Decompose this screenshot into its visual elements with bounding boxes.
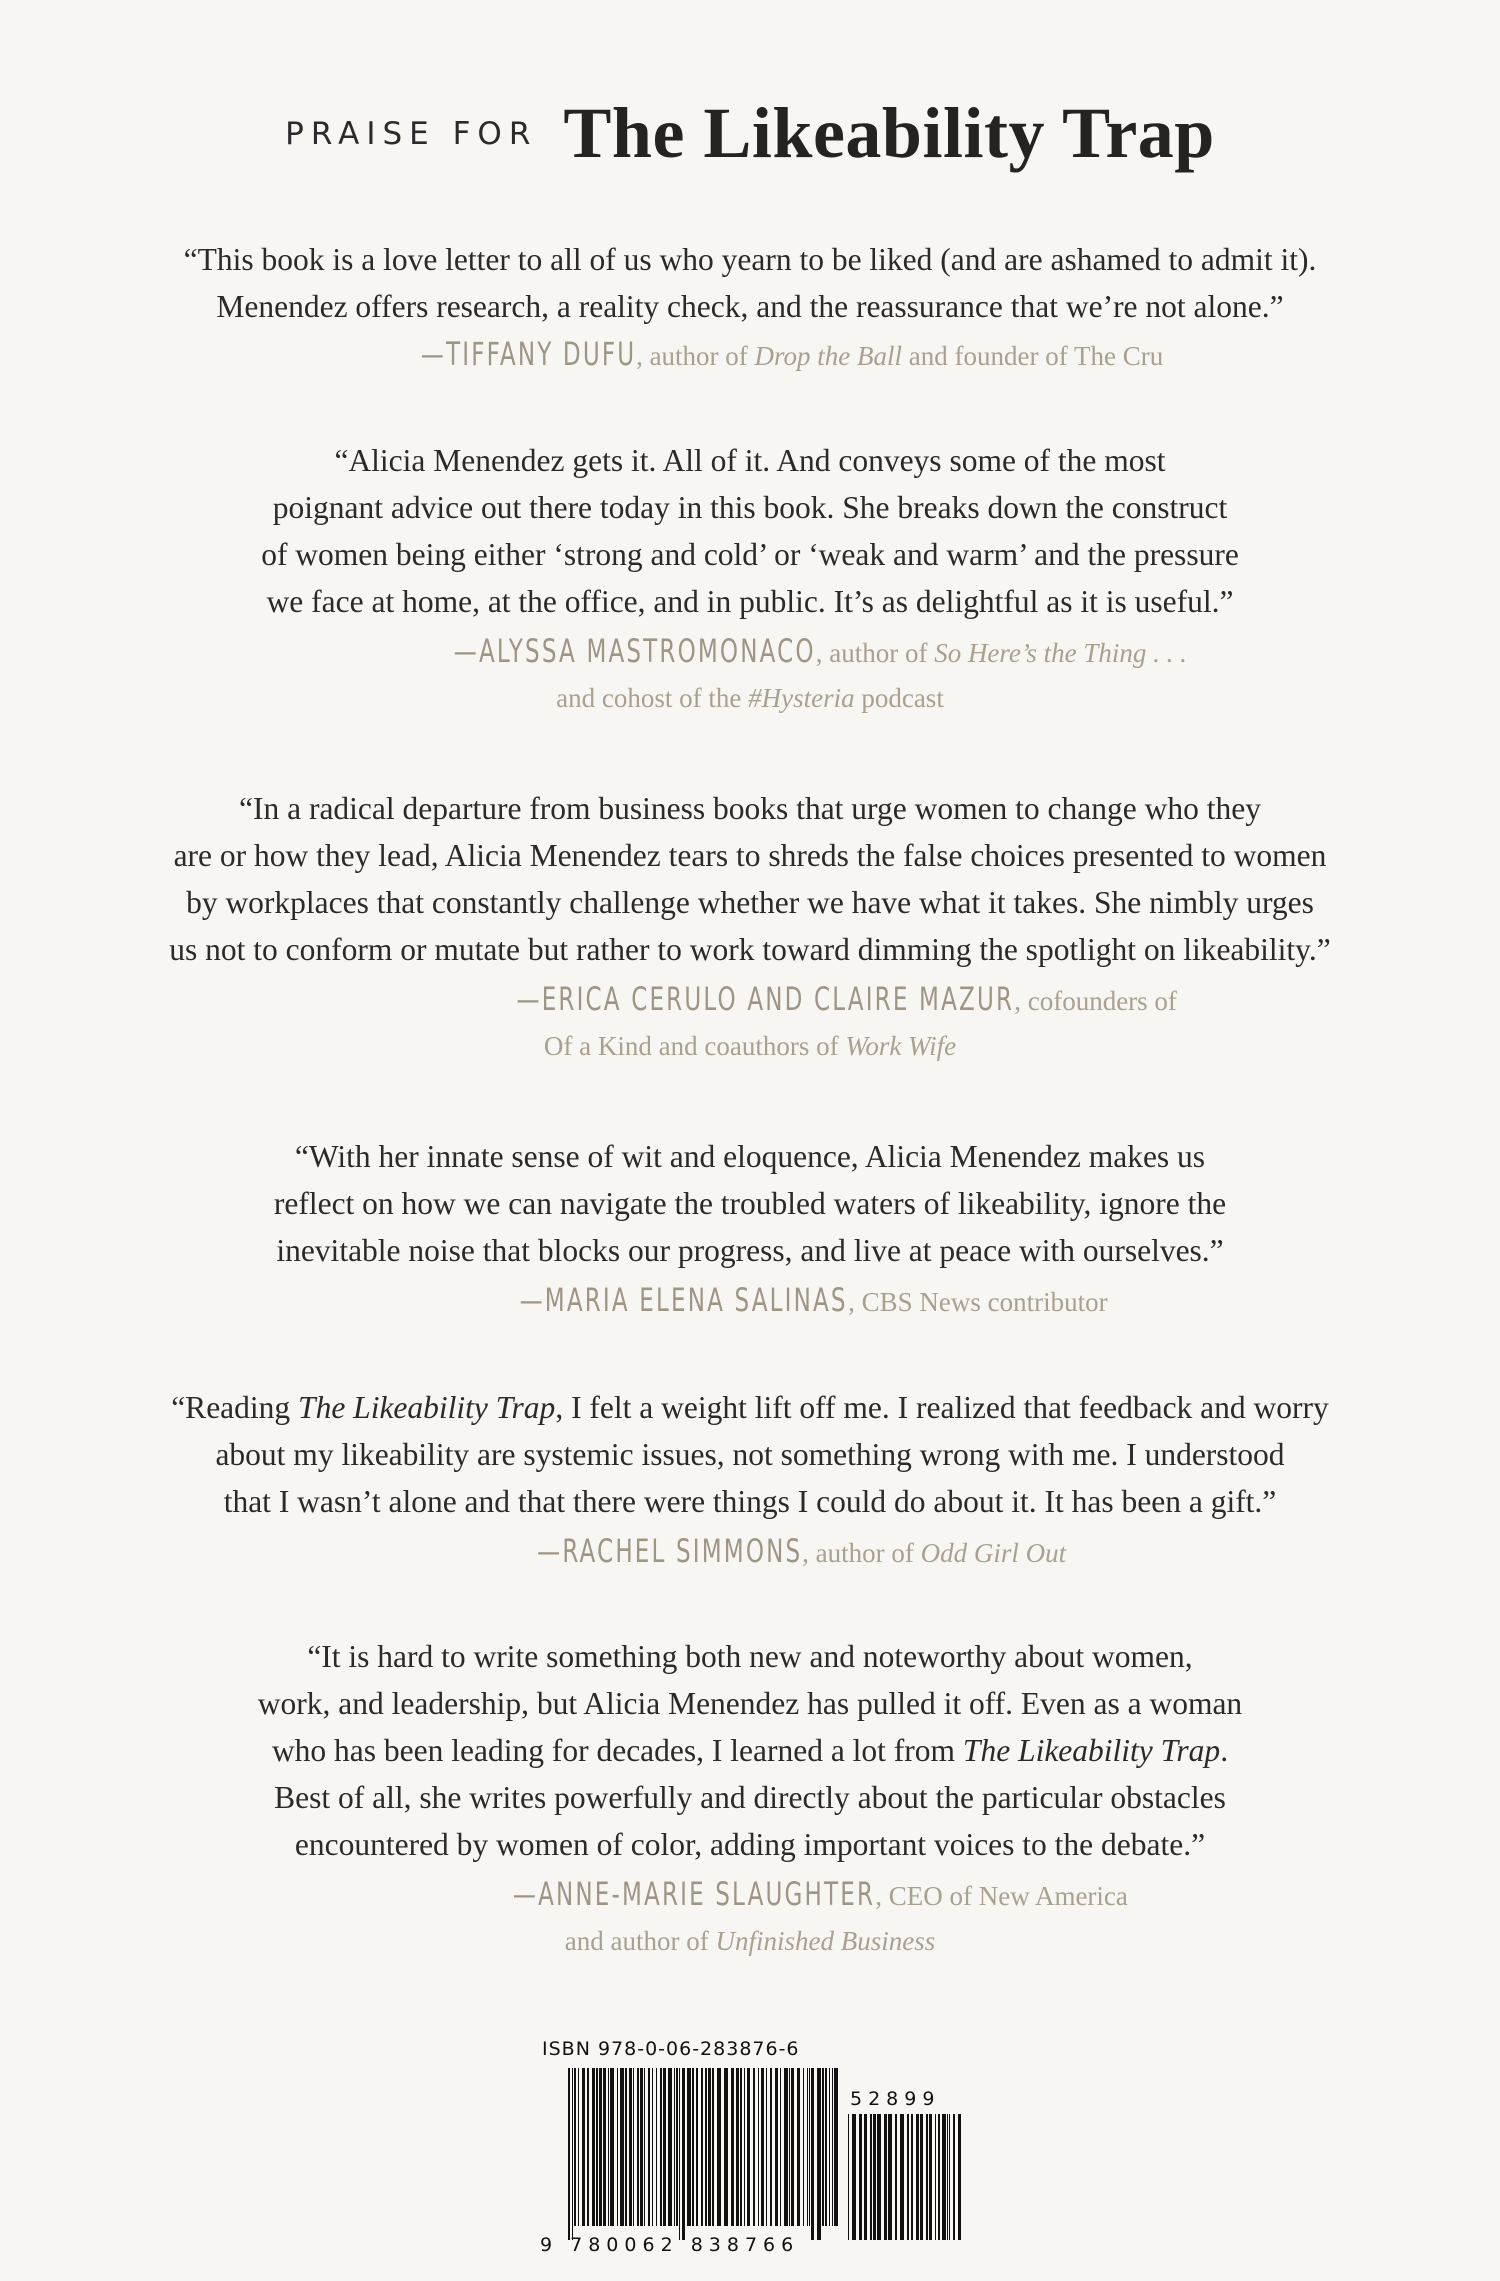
barcode-bar <box>596 2068 598 2226</box>
barcode-bar <box>644 2068 645 2226</box>
barcode-bar <box>587 2068 589 2226</box>
barcode-bar <box>916 2114 919 2240</box>
barcode-bar <box>834 2068 838 2226</box>
barcode-bar <box>859 2114 862 2240</box>
barcode-bar <box>958 2114 961 2240</box>
barcode-bar <box>766 2068 767 2226</box>
barcode-bar <box>873 2114 876 2240</box>
barcode-main-bars <box>568 2068 840 2240</box>
barcode-bar <box>744 2068 745 2226</box>
attribution-role: , author of <box>802 1538 921 1568</box>
ean-digits: 9 780062 838766 <box>540 2234 800 2256</box>
attribution-role: Of a Kind and coauthors of <box>543 1031 846 1061</box>
barcode-bar <box>578 2068 579 2226</box>
barcode-bar <box>811 2068 814 2240</box>
attribution-role: , CEO of New America <box>875 1881 1128 1911</box>
barcode-bar <box>660 2068 662 2226</box>
quote <box>0 785 1500 973</box>
blurb-mastromonaco <box>0 437 1500 721</box>
quote <box>0 437 1500 625</box>
barcode-bar <box>907 2114 909 2240</box>
quote <box>0 1133 1500 1274</box>
barcode-bar <box>717 2068 721 2226</box>
blurb-salinas <box>0 1133 1500 1325</box>
barcode-bar <box>852 2114 856 2240</box>
barcode-bar <box>953 2114 955 2240</box>
quote-line: encountered by women of color, adding important voices to the debate.” <box>294 1827 1206 1862</box>
barcode-bar <box>747 2068 750 2226</box>
attribution-name: —RACHEL SIMMONS <box>536 1532 803 1570</box>
isbn-label: ISBN 978-0-06-283876-6 <box>542 2038 800 2060</box>
attribution-role: and founder of The Cru <box>902 341 1164 371</box>
attribution-role: podcast <box>854 683 944 713</box>
attribution-role: and cohost of the <box>556 683 749 713</box>
barcode-bar <box>637 2068 639 2226</box>
attribution-name: —ERICA CERULO AND CLAIRE MAZUR <box>516 980 1015 1018</box>
barcode-bar <box>668 2068 672 2226</box>
praise-header <box>0 92 1500 175</box>
quote <box>0 236 1500 330</box>
price-code-digits: 52899 <box>850 2088 941 2110</box>
barcode-bar <box>633 2068 634 2226</box>
barcode-bar <box>620 2068 624 2226</box>
quote-line: reflect on how we can navigate the troubled waters of likeability, ignore the <box>273 1186 1227 1221</box>
attribution-role: , cofounders of <box>1014 986 1177 1016</box>
quote-line: “This book is a love letter to all of us who yearn to be liked (and are ashamed to admit it). <box>183 242 1317 277</box>
barcode-bar <box>949 2114 950 2240</box>
attribution-role: , author of <box>815 638 935 668</box>
barcode-bar <box>947 2114 948 2240</box>
quote-line: “With her innate sense of wit and eloquence, Alicia Menendez makes us <box>294 1139 1206 1174</box>
quote <box>0 1384 1500 1525</box>
barcode-bar <box>753 2068 755 2226</box>
barcode-bar <box>877 2114 881 2240</box>
barcode-bar <box>724 2068 728 2226</box>
barcode-bar <box>775 2068 778 2226</box>
attribution-work: Drop the Ball <box>754 341 903 371</box>
barcode-bar <box>870 2114 872 2240</box>
attribution-work: Work Wife <box>845 1031 957 1061</box>
attribution-work: Odd Girl Out <box>920 1538 1067 1568</box>
attribution-work: Unfinished Business <box>715 1926 936 1956</box>
quote-line: are or how they lead, Alicia Menendez tears to shreds the false choices presented to women <box>173 838 1327 873</box>
barcode-bar <box>895 2114 897 2240</box>
barcode-bar <box>784 2068 788 2226</box>
quote-line: Menendez offers research, a reality check, and the reassurance that we’re not alone.” <box>216 289 1284 324</box>
barcode-bar <box>791 2068 794 2226</box>
barcode-bar <box>770 2068 772 2226</box>
barcode-bar <box>676 2068 678 2226</box>
barcode-bar <box>888 2114 892 2240</box>
attribution <box>0 977 1500 1069</box>
quote-line: we face at home, at the office, and in public. It’s as delightful as it is useful.” <box>266 584 1234 619</box>
quote-line: “In a radical departure from business books that urge women to change who they <box>239 791 1261 826</box>
barcode-bar <box>652 2068 653 2226</box>
quote-text: . <box>1220 1733 1229 1768</box>
barcode-bar <box>740 2068 742 2226</box>
barcode-bar <box>797 2068 800 2226</box>
barcode-bar <box>822 2068 824 2226</box>
quote <box>0 1633 1500 1868</box>
quote-line: by workplaces that constantly challenge whether we have what it takes. She nimbly urges <box>186 885 1314 920</box>
barcode-bar <box>825 2068 827 2226</box>
quote-line: inevitable noise that blocks our progress, and live at peace with ourselves.” <box>276 1233 1224 1268</box>
attribution-work: #Hysteria <box>748 683 855 713</box>
barcode-bar <box>574 2068 576 2226</box>
quote-line: that I wasn’t alone and that there were things I could do about it. It has been a gift.” <box>223 1484 1277 1519</box>
quote-line: of women being either ‘strong and cold’ or ‘weak and warm’ and the pressure <box>261 537 1239 572</box>
attribution <box>0 1529 1500 1576</box>
attribution-role: , author of <box>636 341 755 371</box>
quote-line: Best of all, she writes powerfully and directly about the particular obstacles <box>274 1780 1226 1815</box>
attribution <box>0 1872 1500 1964</box>
quote-line: poignant advice out there today in this book. She breaks down the construct <box>272 490 1228 525</box>
quote-line: “It is hard to write something both new and noteworthy about women, <box>307 1639 1193 1674</box>
quote-line: work, and leadership, but Alicia Menendez has pulled it off. Even as a woman <box>257 1686 1243 1721</box>
barcode-bar <box>884 2114 887 2240</box>
barcode-bar <box>864 2114 867 2240</box>
barcode-bar <box>809 2068 810 2226</box>
barcode-bar <box>656 2068 657 2226</box>
attribution-name: —TIFFANY DUFU <box>420 335 637 373</box>
barcode-bar <box>758 2068 759 2226</box>
barcode-bar <box>832 2068 833 2226</box>
barcode-bar <box>829 2068 830 2226</box>
barcode-bar <box>599 2068 602 2226</box>
quote-line: about my likeability are systemic issues, not something wrong with me. I understood <box>215 1437 1285 1472</box>
barcode-bar <box>608 2068 609 2226</box>
quote-line <box>0 1384 1500 1431</box>
barcode-bar <box>679 2068 680 2240</box>
attribution-name: —ANNE-MARIE SLAUGHTER <box>512 1875 876 1913</box>
barcode-bar <box>761 2068 764 2226</box>
barcode-bar <box>780 2068 781 2226</box>
barcode-bar <box>938 2114 940 2240</box>
barcode-bar <box>617 2068 618 2226</box>
barcode-bar <box>625 2068 627 2226</box>
barcode-bar <box>687 2068 691 2226</box>
barcode-bar <box>803 2068 804 2226</box>
barcode-bar <box>705 2068 707 2226</box>
quote-line: “Alicia Menendez gets it. All of it. And conveys some of the most <box>334 443 1166 478</box>
barcode-bar <box>911 2114 913 2240</box>
barcode-bar <box>731 2068 734 2226</box>
attribution <box>0 629 1500 721</box>
praise-label: PRAISE FOR <box>285 115 538 152</box>
blurb-cerulo-mazur <box>0 785 1500 1069</box>
book-title: The Likeability Trap <box>563 93 1215 173</box>
barcode-bar <box>929 2114 932 2240</box>
barcode-bar <box>592 2068 595 2226</box>
barcode-bar <box>603 2068 606 2226</box>
barcode-bar <box>648 2068 650 2226</box>
attribution-work: So Here’s the Thing . . . <box>934 638 1187 668</box>
quote-line: us not to conform or mutate but rather to work toward dimming the spotlight on likeability.” <box>169 932 1331 967</box>
barcode-bar <box>712 2068 714 2226</box>
barcode-bar <box>807 2068 808 2226</box>
barcode-bar <box>568 2068 570 2240</box>
barcode-bar <box>663 2068 666 2226</box>
quote-book-title: The Likeability Trap <box>962 1733 1221 1768</box>
barcode-bar <box>572 2068 573 2240</box>
barcode-bar <box>682 2068 685 2240</box>
barcode-bar <box>848 2114 849 2240</box>
blurb-dufu <box>0 236 1500 379</box>
barcode-bar <box>629 2068 632 2226</box>
barcode-bar <box>701 2068 703 2226</box>
attribution-role: and author of <box>564 1926 716 1956</box>
barcode-bar <box>935 2114 936 2240</box>
barcode-bar <box>674 2068 675 2226</box>
barcode-bar <box>708 2068 711 2226</box>
barcode-bar <box>817 2068 821 2240</box>
attribution <box>0 1278 1500 1325</box>
barcode-bar <box>926 2114 928 2240</box>
barcode-bar <box>692 2068 694 2226</box>
barcode-bar <box>736 2068 739 2226</box>
quote-book-title: The Likeability Trap <box>298 1390 556 1425</box>
attribution-role: , CBS News contributor <box>848 1287 1108 1317</box>
attribution <box>0 332 1500 379</box>
attribution-name: —ALYSSA MASTROMONACO <box>453 632 816 670</box>
quote-line <box>0 1727 1500 1774</box>
blurb-slaughter <box>0 1633 1500 1964</box>
barcode-bar <box>696 2068 698 2226</box>
barcode-bar <box>582 2068 585 2226</box>
blurb-simmons <box>0 1384 1500 1576</box>
isbn-barcode <box>540 2038 980 2263</box>
quote-text: “Reading <box>171 1390 299 1425</box>
quote-text: , I felt a weight lift off me. I realized that feedback and worry <box>555 1390 1329 1425</box>
barcode-bar <box>942 2114 946 2240</box>
barcode-bar <box>920 2114 923 2240</box>
barcode-bar <box>789 2068 790 2226</box>
barcode-bar <box>610 2068 614 2226</box>
barcode-addon-bars <box>848 2114 966 2254</box>
barcode-bar <box>640 2068 643 2226</box>
quote-text: who has been leading for decades, I learned a lot from <box>271 1733 963 1768</box>
barcode-bar <box>900 2114 904 2240</box>
attribution-name: —MARIA ELENA SALINAS <box>519 1281 849 1319</box>
